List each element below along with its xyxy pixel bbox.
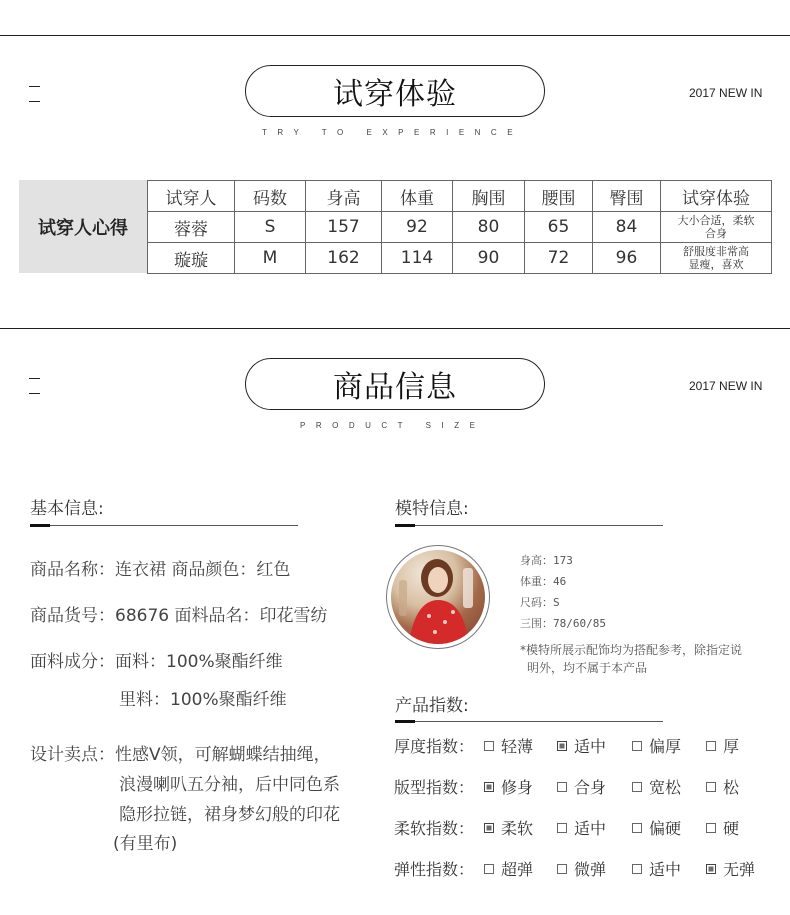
index-option: 超弹 [484, 857, 533, 880]
index-option: 无弹 [706, 857, 755, 880]
middle-divider [0, 328, 790, 329]
checkbox-icon [484, 741, 494, 751]
model-size: 尺码：S [520, 596, 560, 609]
checkbox-icon [706, 782, 716, 792]
table-header: 胸围 [453, 181, 525, 212]
table-row [148, 243, 772, 274]
checkbox-checked-icon [706, 864, 716, 874]
cell-weight: 114 [382, 243, 453, 274]
cell-height: 162 [306, 243, 382, 274]
model-measurements: 三围：78/60/85 [520, 617, 606, 630]
section-title-tryon: 试穿体验 [245, 65, 545, 117]
decorative-dash-icon [29, 86, 40, 102]
checkbox-icon [632, 782, 642, 792]
tryon-side-label: 试穿人心得 [19, 180, 147, 273]
model-info-underline [395, 525, 663, 526]
table-header: 试穿体验 [661, 181, 772, 212]
section-subtitle-product: PRODUCT SIZE [300, 421, 486, 430]
table-row [148, 212, 772, 243]
table-header: 身高 [306, 181, 382, 212]
index-option: 微弹 [557, 857, 606, 880]
cell-bust: 80 [453, 212, 525, 243]
index-option: 轻薄 [484, 734, 533, 757]
checkbox-icon [484, 864, 494, 874]
cell-size: S [235, 212, 306, 243]
table-header: 试穿人 [148, 181, 235, 212]
table-header: 体重 [382, 181, 453, 212]
table-header: 码数 [235, 181, 306, 212]
model-info-heading: 模特信息: [395, 499, 469, 519]
fabric-composition-line: 面料成分：面料：100%聚酯纤维 [30, 652, 283, 672]
index-option: 修身 [484, 775, 533, 798]
new-in-badge: 2017 NEW IN [689, 86, 763, 100]
basic-info-underline [30, 525, 298, 526]
model-note: *模特所展示配饰均为搭配参考，除指定说 [520, 643, 743, 657]
cell-experience: 舒服度非常高 显瘦，喜欢 [661, 243, 772, 274]
cell-experience: 大小合适，柔软 合身 [661, 212, 772, 243]
cell-name: 璇璇 [148, 243, 235, 274]
checkbox-icon [557, 782, 567, 792]
design-points-line: (有里布) [113, 834, 178, 854]
index-option: 柔软 [484, 816, 533, 839]
checkbox-checked-icon [484, 782, 494, 792]
cell-waist: 65 [525, 212, 593, 243]
checkbox-checked-icon [557, 741, 567, 751]
index-option: 硬 [706, 816, 739, 839]
model-figure-icon [391, 550, 485, 644]
checkbox-icon [632, 741, 642, 751]
index-option: 适中 [557, 734, 606, 757]
lining-composition-line: 里料：100%聚酯纤维 [119, 690, 287, 710]
cell-hip: 96 [593, 243, 661, 274]
cell-name: 蓉蓉 [148, 212, 235, 243]
cell-bust: 90 [453, 243, 525, 274]
cell-size: M [235, 243, 306, 274]
model-avatar [386, 545, 490, 649]
tryon-table [147, 180, 772, 274]
index-option: 松 [706, 775, 739, 798]
checkbox-icon [557, 823, 567, 833]
decorative-dash-icon [29, 378, 40, 394]
product-name-line: 商品名称：连衣裙 商品颜色：红色 [30, 560, 291, 580]
checkbox-icon [557, 864, 567, 874]
table-header: 腰围 [525, 181, 593, 212]
cell-hip: 84 [593, 212, 661, 243]
checkbox-icon [632, 864, 642, 874]
index-option: 宽松 [632, 775, 681, 798]
design-points-line: 浪漫喇叭五分袖，后中同色系 [119, 775, 340, 795]
checkbox-icon [706, 823, 716, 833]
section-title-product: 商品信息 [245, 358, 545, 410]
new-in-badge: 2017 NEW IN [689, 379, 763, 393]
checkbox-icon [632, 823, 642, 833]
product-index-heading: 产品指数: [395, 696, 469, 716]
index-option: 适中 [557, 816, 606, 839]
checkbox-checked-icon [484, 823, 494, 833]
cell-height: 157 [306, 212, 382, 243]
table-header-row [148, 181, 772, 212]
model-height: 身高：173 [520, 554, 573, 567]
cell-weight: 92 [382, 212, 453, 243]
index-option: 厚 [706, 734, 739, 757]
model-weight: 体重：46 [520, 575, 567, 588]
section-subtitle-tryon: TRY TO EXPERIENCE [262, 128, 524, 137]
checkbox-icon [706, 741, 716, 751]
index-option: 偏厚 [632, 734, 681, 757]
index-option: 合身 [557, 775, 606, 798]
design-points-line: 隐形拉链，裙身梦幻般的印花 [119, 805, 340, 825]
table-header: 臀围 [593, 181, 661, 212]
product-sku-line: 商品货号：68676 面料品名：印花雪纺 [30, 606, 328, 626]
index-option: 适中 [632, 857, 681, 880]
top-divider [0, 35, 790, 36]
basic-info-heading: 基本信息: [30, 499, 104, 519]
product-index-underline [395, 721, 663, 722]
model-photo [391, 550, 485, 644]
index-option: 偏硬 [632, 816, 681, 839]
index-label: 柔软指数： [394, 819, 475, 838]
index-label: 版型指数： [394, 778, 475, 797]
design-points-line: 设计卖点：性感V领，可解蝴蝶结抽绳， [30, 745, 331, 765]
index-label: 弹性指数： [394, 860, 475, 879]
cell-waist: 72 [525, 243, 593, 274]
model-note: 明外，均不属于本产品 [527, 661, 648, 675]
index-label: 厚度指数： [394, 737, 475, 756]
